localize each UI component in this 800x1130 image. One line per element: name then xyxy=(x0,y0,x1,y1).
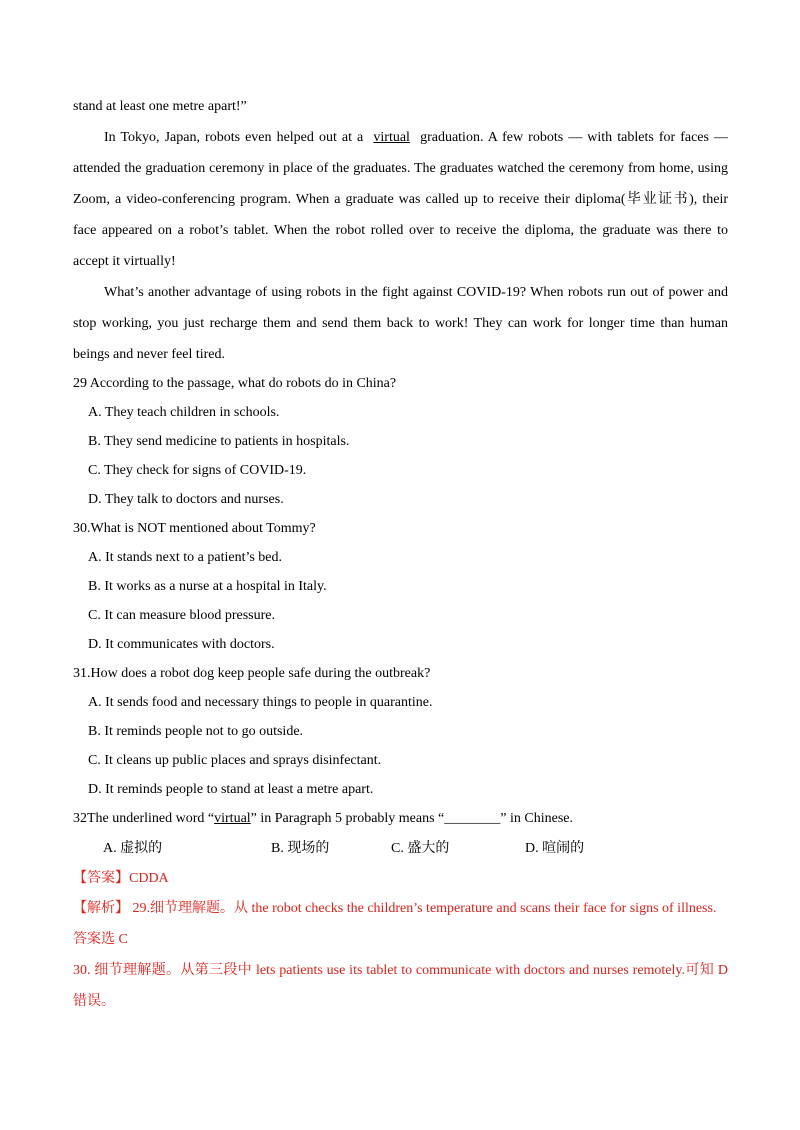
paragraph-5-line-1: In Tokyo, Japan, robots even helped out at a virtual graduation. A few robots — with tablets for faces — xyxy=(104,130,729,145)
question-30-option-c: C. It can measure blood pressure. xyxy=(88,608,275,623)
answer-line xyxy=(73,870,728,888)
question-31-option-b: B. It reminds people not to go outside. xyxy=(88,724,304,739)
analysis-line-4: 错误。 xyxy=(73,994,115,1009)
question-30-option-a: A. It stands next to a patient’s bed. xyxy=(88,550,283,565)
answer-label: 【答案】 xyxy=(73,871,129,886)
paragraph-5-line-4: face appeared on a robot’s tablet. When the robot rolled over to receive the diploma, the graduate was there to xyxy=(73,223,728,238)
question-30-option-b: B. It works as a nurse at a hospital in Italy. xyxy=(88,579,327,594)
analysis-line-3: 30. 细节理解题。从第三段中 lets patients use its tablet to communicate with doctors and nurses remotely.可知 D xyxy=(73,963,728,978)
paragraph-6-line-2: stop working, you just recharge them and send them back to work! They can work for longer time than human xyxy=(73,316,728,331)
passage-continuation: stand at least one metre apart!” xyxy=(73,99,247,114)
paragraph-5-line-2: attended the graduation ceremony in place of the graduates. The graduates watched the ceremony from home, using xyxy=(73,161,728,176)
analysis-label: 【解析】 xyxy=(73,901,129,916)
question-32-option-d: D. 喧闹的 xyxy=(525,841,585,856)
answer-value: CDDA xyxy=(129,871,169,886)
paragraph-6-line-3: beings and never feel tired. xyxy=(73,347,225,362)
question-31-option-d: D. It reminds people to stand at least a metre apart. xyxy=(88,782,374,797)
paragraph-5-line-5: accept it virtually! xyxy=(73,254,176,269)
question-32-option-c: C. 盛大的 xyxy=(391,841,450,856)
underlined-word-virtual: virtual xyxy=(373,130,410,145)
paragraph-6-line-1: What’s another advantage of using robots in the fight against COVID-19? When robots run out of power and xyxy=(104,285,728,300)
question-29-stem: 29 According to the passage, what do robots do in China? xyxy=(73,376,397,391)
analysis-line-1: 【解析】 29.细节理解题。从 the robot checks the children’s temperature and scans their face for signs of illness. xyxy=(73,901,717,916)
question-29-option-b: B. They send medicine to patients in hospitals. xyxy=(88,434,350,449)
question-29-option-d: D. They talk to doctors and nurses. xyxy=(88,492,284,507)
question-31-stem: 31.How does a robot dog keep people safe during the outbreak? xyxy=(73,666,431,681)
question-32-stem: 32The underlined word “virtual” in Paragraph 5 probably means “________” in Chinese. xyxy=(73,811,573,826)
question-29-option-a: A. They teach children in schools. xyxy=(88,405,280,420)
question-29-option-c: C. They check for signs of COVID-19. xyxy=(88,463,307,478)
question-32-option-b: B. 现场的 xyxy=(271,841,330,856)
question-32-option-a: A. 虚拟的 xyxy=(103,841,163,856)
question-30-stem: 30.What is NOT mentioned about Tommy? xyxy=(73,521,316,536)
question-31-option-a: A. It sends food and necessary things to people in quarantine. xyxy=(88,695,433,710)
paragraph-5-line-3: Zoom, a video-conferencing program. When a graduate was called up to receive their diploma(毕业证书), their xyxy=(73,192,728,207)
underlined-word-virtual-q32: virtual xyxy=(214,811,251,826)
question-31-option-c: C. It cleans up public places and sprays disinfectant. xyxy=(88,753,382,768)
question-30-option-d: D. It communicates with doctors. xyxy=(88,637,275,652)
analysis-line-2: 答案选 C xyxy=(73,932,128,947)
